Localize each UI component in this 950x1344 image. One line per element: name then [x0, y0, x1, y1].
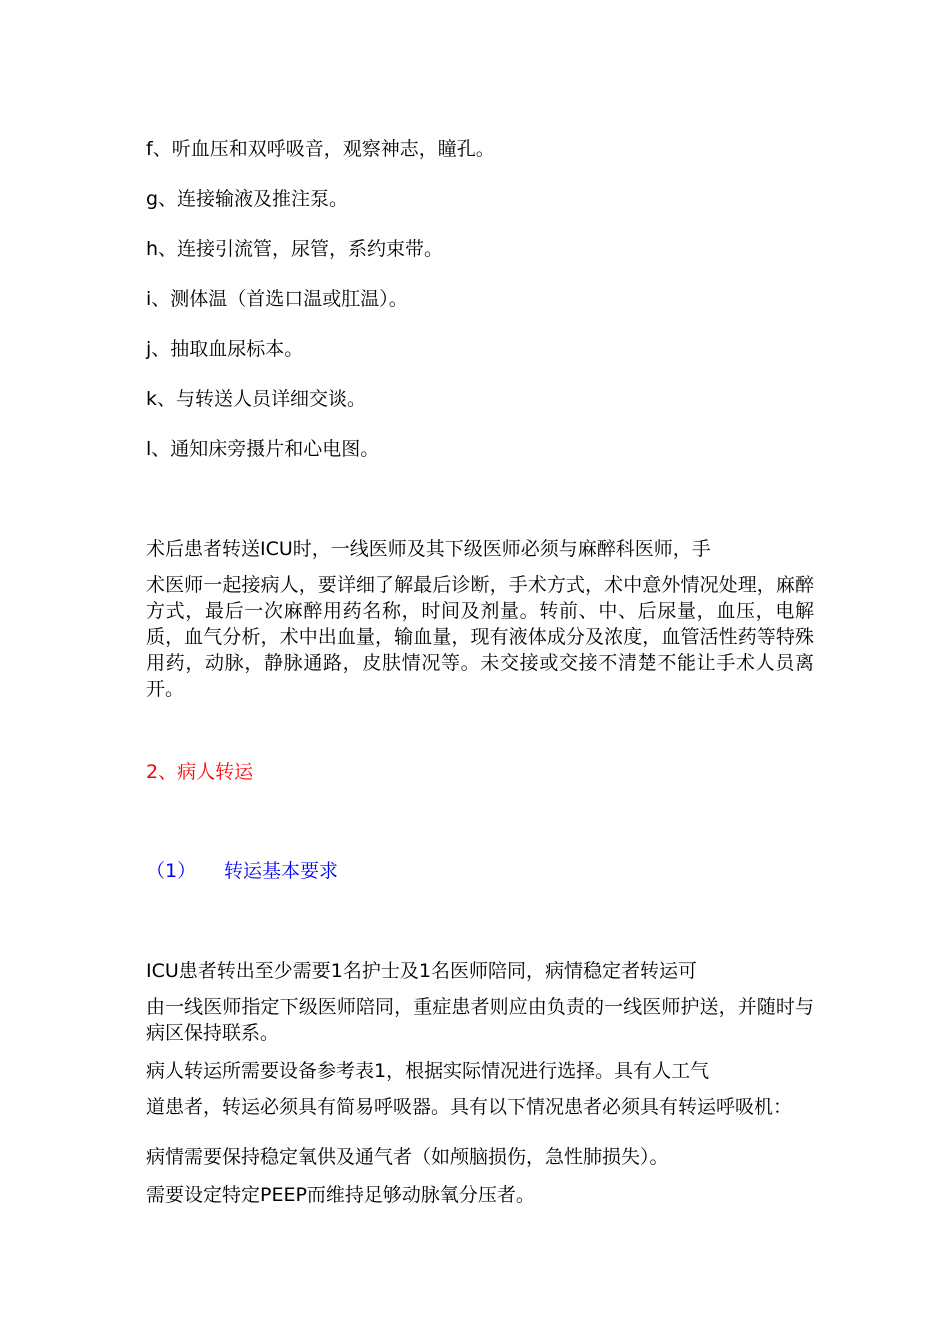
subsection-number: （1） [146, 860, 197, 882]
transport-paragraph-1-first-line: ICU患者转出至少需要1名护士及1名医师陪同，病情稳定者转运可 [146, 960, 697, 982]
list-item-i: i、测体温（首选口温或肛温）。 [146, 288, 408, 310]
transport-paragraph-2-first-line: 病人转运所需要设备参考表1，根据实际情况进行选择。具有人工气 [146, 1060, 710, 1082]
transport-paragraph-4: 需要设定特定PEEP而维持足够动脉氧分压者。 [146, 1184, 535, 1206]
list-item-k: k、与转送人员详细交谈。 [146, 388, 367, 410]
list-item-l: l、通知床旁摄片和心电图。 [146, 438, 380, 460]
transport-paragraph-1-body: 由一线医师指定下级医师陪同，重症患者则应由负责的一线医师护送，并随时与病区保持联系。 [146, 996, 814, 1044]
section-heading: 2、病人转运 [146, 761, 254, 783]
list-item-h: h、连接引流管，尿管，系约束带。 [146, 238, 444, 260]
subsection-title: 转运基本要求 [224, 860, 339, 882]
transport-paragraph-2-body: 道患者，转运必须具有简易呼吸器。具有以下情况患者必须具有转运呼吸机： [146, 1096, 793, 1118]
list-item-j: j、抽取血尿标本。 [146, 338, 304, 360]
transport-paragraph-3: 病情需要保持稳定氧供及通气者（如颅脑损伤，急性肺损失）。 [146, 1146, 669, 1168]
subsection-heading [146, 858, 338, 884]
handover-paragraph-first-line: 术后患者转送ICU时，一线医师及其下级医师必须与麻醉科医师，手 [146, 538, 711, 560]
list-item-f: f、听血压和双呼吸音，观察神志，瞳孔。 [146, 138, 495, 160]
handover-paragraph-body: 术医师一起接病人，要详细了解最后诊断，手术方式，术中意外情况处理，麻醉方式，最后一次麻醉用药名称，时间及剂量。转前、中、后尿量，血压，电解质，血气分析，术中出血量，输血量，现有液体成分及浓度，血管活性药等特殊用药，动脉，静脉通路，皮肤情况等。未交接或交接不清楚不能让手术人员离开。 [146, 574, 814, 700]
list-item-g: g、连接输液及推注泵。 [146, 188, 349, 210]
